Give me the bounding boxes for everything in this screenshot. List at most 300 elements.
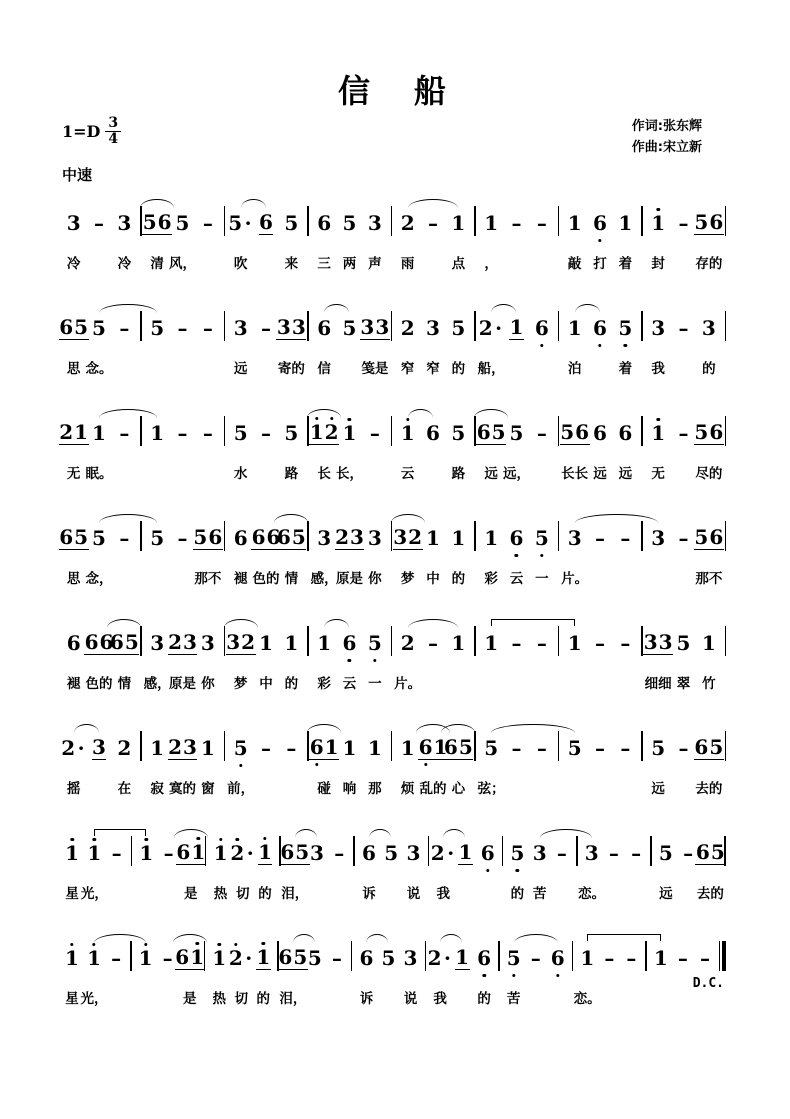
note-cell <box>529 734 554 794</box>
note: 2 <box>408 525 423 549</box>
note: 3 <box>584 841 599 865</box>
note-group <box>65 944 80 970</box>
note: 3 <box>651 316 666 340</box>
note: 1 <box>324 735 339 759</box>
octave-dot-below <box>315 763 318 766</box>
note: 1 <box>213 842 228 865</box>
barline <box>725 626 727 656</box>
octave-dot-below <box>598 239 601 242</box>
slur-arc <box>474 409 508 418</box>
octave-dot-below <box>486 869 489 872</box>
note: 2 <box>230 842 245 865</box>
note: 6 <box>593 421 607 445</box>
note-group <box>560 419 590 445</box>
slur-arc <box>99 514 157 523</box>
duration-dash: – <box>119 526 130 550</box>
lyric-syllable: 的 <box>702 361 716 377</box>
note: 1 <box>309 421 324 445</box>
note: 1 <box>433 735 448 759</box>
note-cell <box>613 524 638 584</box>
note-group <box>509 314 524 340</box>
octave-dot-below <box>624 344 627 347</box>
note-cell <box>254 839 276 902</box>
note-cell <box>228 524 253 587</box>
duration-dash: – <box>427 211 438 235</box>
note-cell <box>587 734 612 794</box>
note: 5 <box>709 735 724 759</box>
slur-arc <box>575 304 600 313</box>
note-cell <box>80 944 108 1007</box>
lyric-syllable: 泪， <box>279 991 307 1007</box>
note: 1 <box>284 631 299 655</box>
note-group <box>309 419 339 445</box>
note-group <box>139 839 154 865</box>
note-cell <box>561 524 589 587</box>
slur-arc <box>491 724 575 733</box>
octave-dot-below <box>512 974 515 977</box>
note: 1 <box>200 736 215 760</box>
note-group <box>484 524 499 550</box>
note-cell <box>312 314 337 377</box>
duration-dash: – <box>620 631 631 655</box>
lyric-syllable: 云 <box>509 571 524 587</box>
note-cell <box>252 944 274 1007</box>
note-cell <box>59 419 89 482</box>
note-group <box>532 839 547 865</box>
note-cell <box>109 629 139 692</box>
note-group <box>426 629 440 655</box>
note-group <box>400 734 415 760</box>
note-group <box>695 839 725 865</box>
note: 6 <box>208 525 223 549</box>
note-cell <box>696 314 721 377</box>
note-group <box>109 629 139 655</box>
note-group <box>150 629 165 655</box>
slur-arc <box>99 409 157 418</box>
note-group <box>676 314 690 340</box>
composer-credit: 作曲:宋立新 <box>631 140 702 156</box>
note-cell <box>337 209 362 272</box>
slur-arc <box>174 829 208 838</box>
note-cell <box>587 209 612 272</box>
note: 3 <box>393 525 408 549</box>
lyric-syllable: 中 <box>426 571 440 587</box>
note: 3 <box>66 211 81 235</box>
note-cell <box>227 734 255 797</box>
note-cell <box>646 734 671 797</box>
note: 6 <box>59 525 74 549</box>
note-group <box>284 419 299 445</box>
note-cell <box>454 839 476 899</box>
lyric-syllable: 我 <box>436 886 450 902</box>
note-cell <box>279 209 304 272</box>
note-cell <box>86 209 111 269</box>
note-group <box>701 314 716 340</box>
slur-arc <box>324 304 349 313</box>
note-group <box>593 419 608 445</box>
duration-dash: – <box>369 421 380 445</box>
measure <box>643 419 725 482</box>
lyric-syllable: 那 <box>368 781 382 797</box>
note-cell <box>418 734 448 797</box>
note: 5 <box>293 945 308 969</box>
note: 1 <box>139 842 154 865</box>
note-cell <box>587 419 612 482</box>
note-group <box>406 839 421 865</box>
lyric-syllable: 云 <box>342 676 357 692</box>
note-group <box>342 419 357 445</box>
note-group <box>317 524 332 550</box>
note-cell <box>195 629 220 692</box>
note: 6 <box>593 212 608 235</box>
note: 6 <box>175 945 190 969</box>
note: 3 <box>426 316 440 340</box>
note-cell <box>135 944 157 1004</box>
note-group <box>534 314 549 340</box>
note: 5 <box>567 736 582 760</box>
note: 3 <box>92 735 106 759</box>
lyric-syllable: 感， <box>310 571 338 587</box>
note-cell <box>335 524 364 587</box>
note-cell <box>362 524 387 587</box>
measure <box>142 524 224 587</box>
note: 3 <box>183 735 197 759</box>
note-cell <box>547 944 569 1004</box>
lyric-syllable: 色的 <box>252 571 280 587</box>
measures-row <box>58 314 726 377</box>
note-cell <box>195 314 220 374</box>
note-group <box>698 944 712 970</box>
note: 1 <box>92 421 106 445</box>
lyric-syllable: 梦 <box>233 676 248 692</box>
note: 6 <box>266 525 281 549</box>
duration-dash: – <box>260 421 271 445</box>
note-group <box>593 209 608 235</box>
note: 6 <box>618 421 633 445</box>
duration-dash: – <box>678 526 689 550</box>
note-group <box>509 629 523 655</box>
note: 1 <box>426 526 440 550</box>
note: 1 <box>451 631 466 655</box>
lyric-syllable: 那不 <box>695 571 723 587</box>
note-group <box>342 314 357 340</box>
lyric-syllable: 敲 <box>567 256 582 272</box>
note-group <box>426 419 441 445</box>
lyric-syllable: 远 <box>618 466 633 482</box>
note-cell <box>420 524 445 587</box>
note: 5 <box>367 632 382 655</box>
note-group <box>509 734 523 760</box>
lyric-syllable: 泪， <box>281 886 309 902</box>
note-cell <box>446 524 471 587</box>
note-cell <box>529 209 554 269</box>
duration-dash: – <box>177 316 188 340</box>
note-cell <box>253 209 278 269</box>
note-cell <box>573 944 601 1007</box>
note: 3 <box>360 315 375 339</box>
note: 5 <box>451 421 466 445</box>
octave-dot-below <box>540 554 543 557</box>
note: 6 <box>317 316 332 340</box>
note: 5 <box>284 211 299 235</box>
lyric-syllable: 声 <box>368 256 382 272</box>
note-cell <box>562 629 587 689</box>
note-cell <box>694 209 724 272</box>
note-cell <box>85 524 113 587</box>
note-cell <box>310 524 338 587</box>
note: 6 <box>278 945 293 969</box>
note: 1 <box>87 842 102 865</box>
note-group <box>201 314 215 340</box>
measure <box>503 839 576 902</box>
lyric-syllable: 念。 <box>85 361 113 377</box>
measure <box>392 419 474 482</box>
slur-arc <box>408 199 459 208</box>
measure <box>309 209 391 272</box>
tempo-marking: 中速 <box>62 166 93 184</box>
note: 5 <box>484 736 499 760</box>
note-group <box>230 839 256 865</box>
note: 6 <box>317 211 332 235</box>
slur-arc <box>514 934 558 943</box>
measure <box>225 524 307 587</box>
duration-dash: – <box>162 946 173 970</box>
note: 1 <box>653 946 668 970</box>
lyric-syllable: 冷 <box>66 256 81 272</box>
note-cell <box>613 209 638 272</box>
note: 2 <box>400 211 415 235</box>
final-barline <box>719 941 726 971</box>
measure <box>142 314 224 374</box>
note-group <box>676 209 690 235</box>
note-group <box>117 419 131 445</box>
measure <box>559 734 641 794</box>
note-group <box>426 209 440 235</box>
note-group <box>233 734 248 760</box>
note-cell <box>529 524 554 587</box>
note-cell <box>695 839 725 902</box>
note-group <box>162 839 176 865</box>
measure <box>206 839 279 902</box>
tie-bracket <box>491 619 575 626</box>
note: 3 <box>226 630 241 654</box>
note-cell <box>393 524 423 587</box>
key-label: 1=D <box>62 122 101 142</box>
note-group <box>643 629 673 655</box>
duration-dash: – <box>631 841 642 865</box>
note: 6 <box>251 525 266 549</box>
note-group <box>593 524 607 550</box>
note-cell <box>145 734 170 797</box>
time-signature-numerator: 3 <box>105 116 121 132</box>
note-group <box>580 944 595 970</box>
note: 6 <box>709 525 724 549</box>
note-group <box>567 314 582 340</box>
note-cell <box>578 839 606 902</box>
note-group <box>335 524 365 550</box>
lyric-syllable: 远 <box>659 886 673 902</box>
note-cell <box>337 314 362 374</box>
lyric-syllable: 我 <box>651 361 665 377</box>
lyric-syllable: 诉 <box>362 886 376 902</box>
note-cell <box>170 524 195 584</box>
lyric-syllable: 你 <box>368 571 382 587</box>
note-cell <box>377 944 399 1004</box>
note-cell <box>135 839 157 899</box>
note-group <box>59 314 89 340</box>
slur-arc <box>324 619 349 628</box>
measures-row <box>58 524 726 587</box>
slur-arc <box>440 934 462 943</box>
lyric-syllable: 的 <box>477 991 491 1007</box>
measure <box>58 209 140 272</box>
note-group <box>584 839 599 865</box>
duration-dash: – <box>536 421 547 445</box>
note-cell <box>226 629 256 692</box>
note: 5 <box>142 210 157 234</box>
note-group <box>175 209 190 235</box>
lyric-syllable: 远 <box>651 781 665 797</box>
octave-dot-below <box>373 659 376 662</box>
note: 5 <box>694 525 709 549</box>
note-cell <box>400 944 422 1007</box>
note: 6 <box>575 420 590 444</box>
note: 6 <box>509 527 524 550</box>
note: 6 <box>309 736 324 760</box>
note-cell <box>395 209 420 272</box>
measure <box>476 524 558 587</box>
note: 5 <box>193 525 208 549</box>
note-group <box>509 419 524 445</box>
note-group <box>676 524 690 550</box>
note-group <box>201 209 215 235</box>
note-group <box>228 209 254 235</box>
note-group <box>510 839 525 865</box>
note-cell <box>694 944 716 1004</box>
note: 3 <box>643 630 658 654</box>
lyric-syllable: 摇 <box>66 781 81 797</box>
note-group <box>176 839 206 865</box>
note-cell <box>362 209 387 272</box>
measure <box>278 944 351 1007</box>
measure <box>426 944 498 1007</box>
note-group <box>92 314 107 340</box>
note-cell <box>479 209 504 272</box>
note: 1 <box>258 841 273 865</box>
note-group <box>87 944 102 970</box>
measure <box>225 419 307 482</box>
note-cell <box>86 734 111 794</box>
note-group <box>607 839 621 865</box>
lyric-syllable: 笺是 <box>361 361 389 377</box>
note-cell <box>195 209 220 269</box>
duration-dash: – <box>334 841 345 865</box>
note-group <box>458 839 473 865</box>
note-cell <box>309 734 339 797</box>
note-cell <box>80 839 108 902</box>
lyric-syllable: 思 <box>66 571 81 587</box>
credits <box>632 116 702 159</box>
meta-row <box>0 112 790 164</box>
lyric-syllable: 长长 <box>561 466 589 482</box>
score <box>0 185 790 1033</box>
lyric-syllable: 诉 <box>359 991 374 1007</box>
octave-dot-below <box>239 764 242 767</box>
note-cell <box>473 944 495 1007</box>
slur-arc <box>224 619 258 628</box>
note: 1 <box>400 736 415 760</box>
note-cell <box>228 944 253 1007</box>
note-group <box>212 944 227 970</box>
note-group <box>430 839 456 865</box>
lyric-syllable: 梦 <box>400 571 415 587</box>
note: 2 <box>430 841 445 865</box>
note-cell <box>278 944 308 1007</box>
note: 6 <box>550 947 565 970</box>
duration-dash: – <box>93 211 104 235</box>
measure <box>225 314 307 377</box>
note-cell <box>380 839 402 899</box>
augmentation-dot: · <box>77 736 85 760</box>
note-cell <box>145 419 170 479</box>
note: 1 <box>455 945 470 969</box>
lyric-syllable: 说 <box>406 886 421 902</box>
note-group <box>535 209 549 235</box>
note-cell <box>646 524 671 584</box>
note: 5 <box>92 526 106 550</box>
note-cell <box>427 944 452 1007</box>
lyric-syllable: 封 <box>651 256 665 272</box>
note: 5 <box>295 840 310 864</box>
note-group <box>65 839 80 865</box>
octave-dot-below <box>482 974 485 977</box>
lyric-syllable: 点 <box>451 256 466 272</box>
note-cell <box>61 734 86 797</box>
note: 5 <box>284 421 299 445</box>
note-cell <box>253 734 278 794</box>
note-group <box>484 734 499 760</box>
measure <box>205 944 277 1007</box>
slur-arc <box>416 724 450 733</box>
note-group <box>535 419 549 445</box>
lyric-syllable: 的 <box>284 676 299 692</box>
note-cell <box>529 629 554 689</box>
note: 3 <box>200 631 215 655</box>
lyric-syllable: 乱的 <box>419 781 447 797</box>
measure <box>309 734 391 797</box>
note-group <box>393 524 423 550</box>
measure <box>476 209 558 272</box>
note: 5 <box>384 841 399 865</box>
measure <box>392 314 474 377</box>
note-group <box>200 629 215 655</box>
lyric-syllable: 风， <box>169 256 196 272</box>
note-group <box>367 734 382 760</box>
measure <box>142 629 224 692</box>
lyric-syllable: 云 <box>400 466 415 482</box>
lyric-syllable: 彩 <box>484 571 498 587</box>
note-cell <box>395 314 420 377</box>
note-group <box>193 524 223 550</box>
note-cell <box>362 629 387 692</box>
note-group <box>317 629 332 655</box>
lyric-syllable: 水 <box>233 466 248 482</box>
note-group <box>509 524 524 550</box>
note-group <box>213 839 228 865</box>
note-group <box>676 734 690 760</box>
measure <box>476 419 558 482</box>
note-cell <box>402 839 424 902</box>
